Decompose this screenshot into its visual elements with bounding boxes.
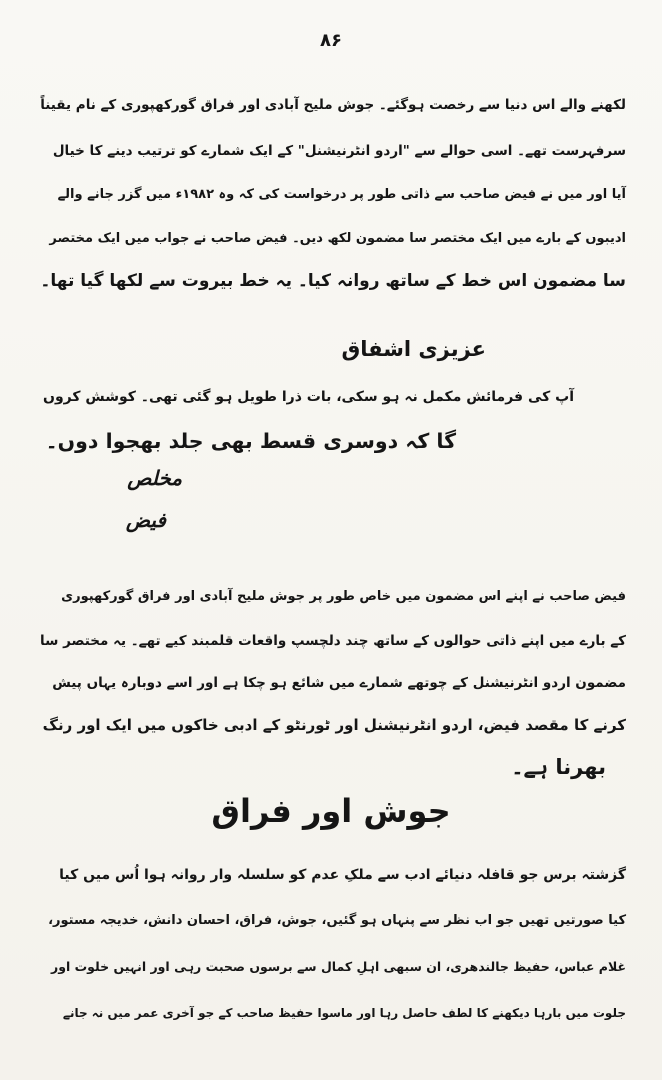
paragraph-2-line: کے بارے میں اپنے ذاتی حوالوں کے ساتھ چند دلچسپ واقعات قلمبند کیے تھے۔ یہ مختصر سا [40,633,626,649]
paragraph-3-line: جلوت میں بارہا دیکھنے کا لطف حاصل رہا اور ماسوا حفیظ صاحب کے جو آخری عمر میں نہ جانے [62,1006,626,1020]
paragraph-1-line: سرفہرست تھے۔ اسی حوالے سے "اردو انٹرنیشنل" کے ایک شمارے کو ترتیب دینے کا خیال [52,143,626,159]
letter-signature: فیض [125,508,166,532]
paragraph-3-line: گزشتہ برس جو قافلہ دنیائے ادب سے ملکِ عدم کو سلسلہ وار روانہ ہوا اُس میں کیا [59,867,626,883]
letter-closing: مخلص [127,466,182,490]
letter-salutation: عزیزی اشفاق [341,337,486,361]
paragraph-2-line: کرنے کا مقصد فیض، اردو انٹرنیشنل اور ٹورنٹو کے ادبی خاکوں میں ایک اور رنگ [42,716,626,734]
paragraph-3-line: کیا صورتیں تھیں جو اب نظر سے پنہاں ہو گئیں، جوش، فراق، احسان دانش، خدیجہ مستور، [48,913,626,928]
section-title: جوش اور فراق [211,792,451,830]
paragraph-2-line: فیض صاحب نے اپنے اس مضمون میں خاص طور پر جوش ملیح آبادی اور فراق گورکھپوری [61,589,626,604]
page-number: ۸۶ [320,30,342,51]
paragraph-1-line: لکھنے والے اس دنیا سے رخصت ہوگئے۔ جوش ملیح آبادی اور فراق گورکھپوری کے نام یقیناً [40,97,626,113]
paragraph-3-line: غلام عباس، حفیظ جالندھری، ان سبھی اہلِ کمال سے برسوں صحبت رہی اور انہیں خلوت اور [51,959,626,974]
paragraph-1-line: آیا اور میں نے فیض صاحب سے ذاتی طور پر درخواست کی کہ وہ ۱۹۸۲ء میں گزر جانے والے [57,187,626,202]
letter-line: آپ کی فرمائش مکمل نہ ہو سکی، بات ذرا طویل ہو گئی تھی۔ کوشش کروں [43,389,574,405]
paragraph-1-line: ادیبوں کے بارے میں ایک مختصر سا مضمون لکھ دیں۔ فیض صاحب نے جواب میں ایک مختصر [49,231,626,246]
paragraph-2-line: بھرنا ہے۔ [511,755,606,779]
letter-line: گا کہ دوسری قسط بھی جلد بھجوا دوں۔ [45,429,456,453]
paragraph-2-line: مضمون اردو انٹرنیشنل کے چوتھے شمارے میں شائع ہو چکا ہے اور اسے دوبارہ یہاں پیش [52,675,626,691]
paragraph-1-line: سا مضمون اس خط کے ساتھ روانہ کیا۔ یہ خط بیروت سے لکھا گیا تھا۔ [40,271,626,291]
